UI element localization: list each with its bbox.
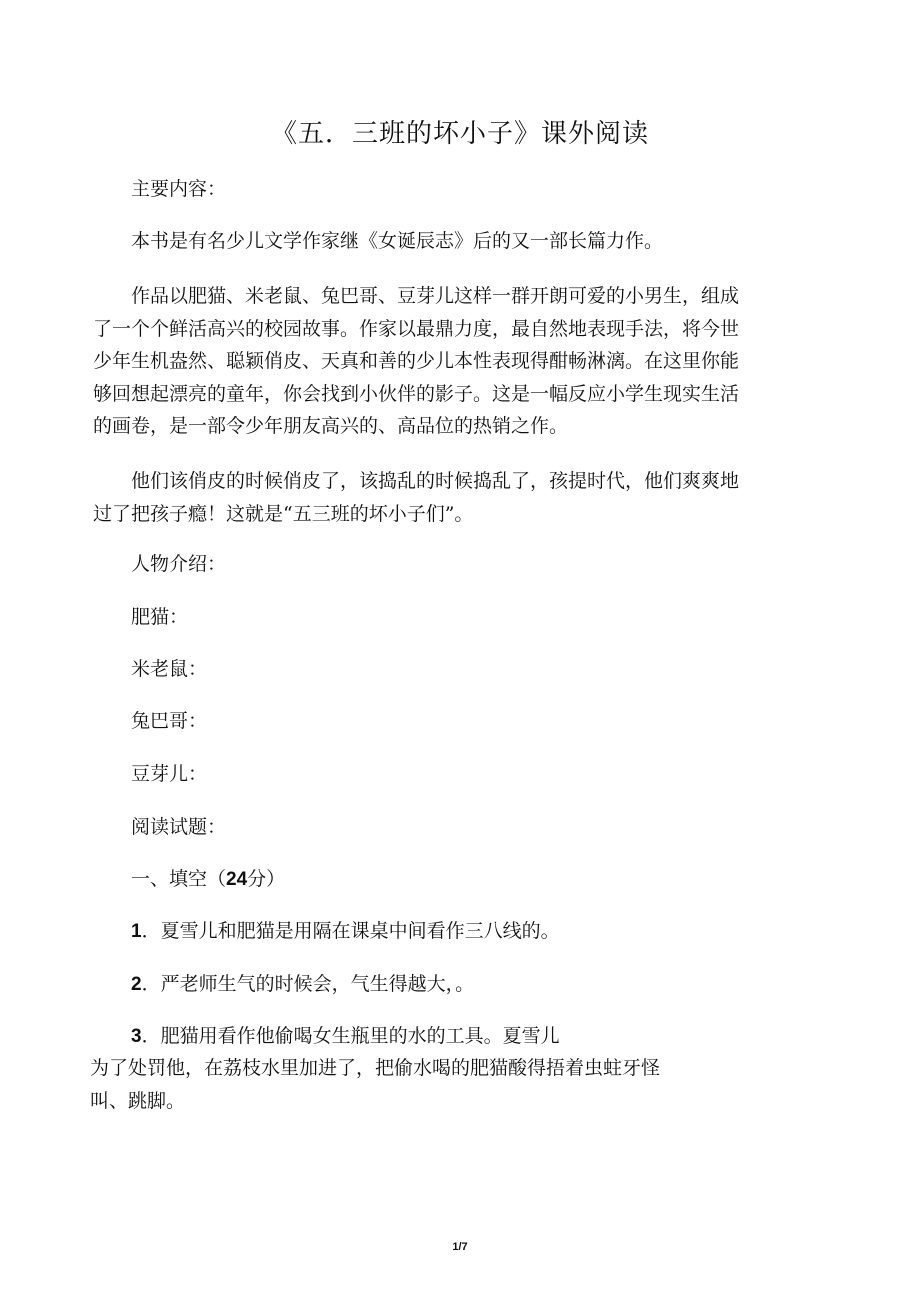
question-2 [131,971,474,998]
section-score: 24 [226,869,248,890]
page-number: 1/7 [452,1241,468,1253]
intro-paragraph: 本书是有名少儿文学作家继《女诞辰志》后的又一部长篇力作。 [131,230,664,252]
paragraph-line: 少年生机盎然、聪颖俏皮、天真和善的少儿本性表现得酣畅淋漓。在这里你能 [93,350,740,372]
question-text: ．肥猫用看作他偷喝女生瓶里的水的工具。夏雪儿 [141,1025,560,1047]
paragraph-line: 作品以肥猫、米老鼠、兔巴哥、豆芽儿这样一群开朗可爱的小男生，组成 [131,285,740,307]
paragraph-line: 了一个个鲜活高兴的校园故事。作家以最鼎力度，最自然地表现手法，将今世 [93,317,740,340]
characters-heading: 人物介绍： [131,553,227,575]
paragraph-line: 的画卷，是一部令少年朋友高兴的、高品位的热销之作。 [93,415,569,437]
paragraph-line: 够回想起漂亮的童年，你会找到小伙伴的影子。这是一幅反应小学生现实生活 [93,382,740,405]
question-number: 3 [131,1026,142,1047]
section-prefix: 一、填空（ [131,868,227,890]
document-title: 《五．三班的坏小子》课外阅读 [270,119,649,149]
question-3 [131,1023,560,1050]
question-text: ．夏雪儿和肥猫是用隔在课桌中间看作三八线的。 [141,920,560,942]
summary-heading: 主要内容： [131,178,227,200]
character-item: 米老鼠： [131,658,208,680]
question-3-continuation: 叫、跳脚。 [90,1090,186,1112]
character-item: 豆芽儿： [131,763,208,785]
character-item: 兔巴哥： [131,710,208,732]
paragraph-line: 他们该俏皮的时候俏皮了，该捣乱的时候捣乱了，孩提时代，他们爽爽地 [131,470,740,492]
character-item: 肥猫： [131,606,189,628]
section-heading-fill-blank [131,866,285,893]
childhood-paragraph [93,465,739,530]
question-number: 2 [131,974,142,995]
question-text: ．严老师生气的时候会，气生得越大，。 [141,973,475,995]
questions-heading: 阅读试题： [131,816,227,838]
question-1 [131,918,560,945]
question-3-continuation: 为了处罚他，在荔枝水里加进了，把偷水喝的肥猫酸得捂着虫蛀牙怪 [90,1057,661,1079]
section-suffix: 分） [247,868,286,890]
description-paragraph [93,280,739,443]
paragraph-line: 过了把孩子瘾！这就是“五三班的坏小子们”。 [93,502,474,525]
question-number: 1 [131,921,142,942]
